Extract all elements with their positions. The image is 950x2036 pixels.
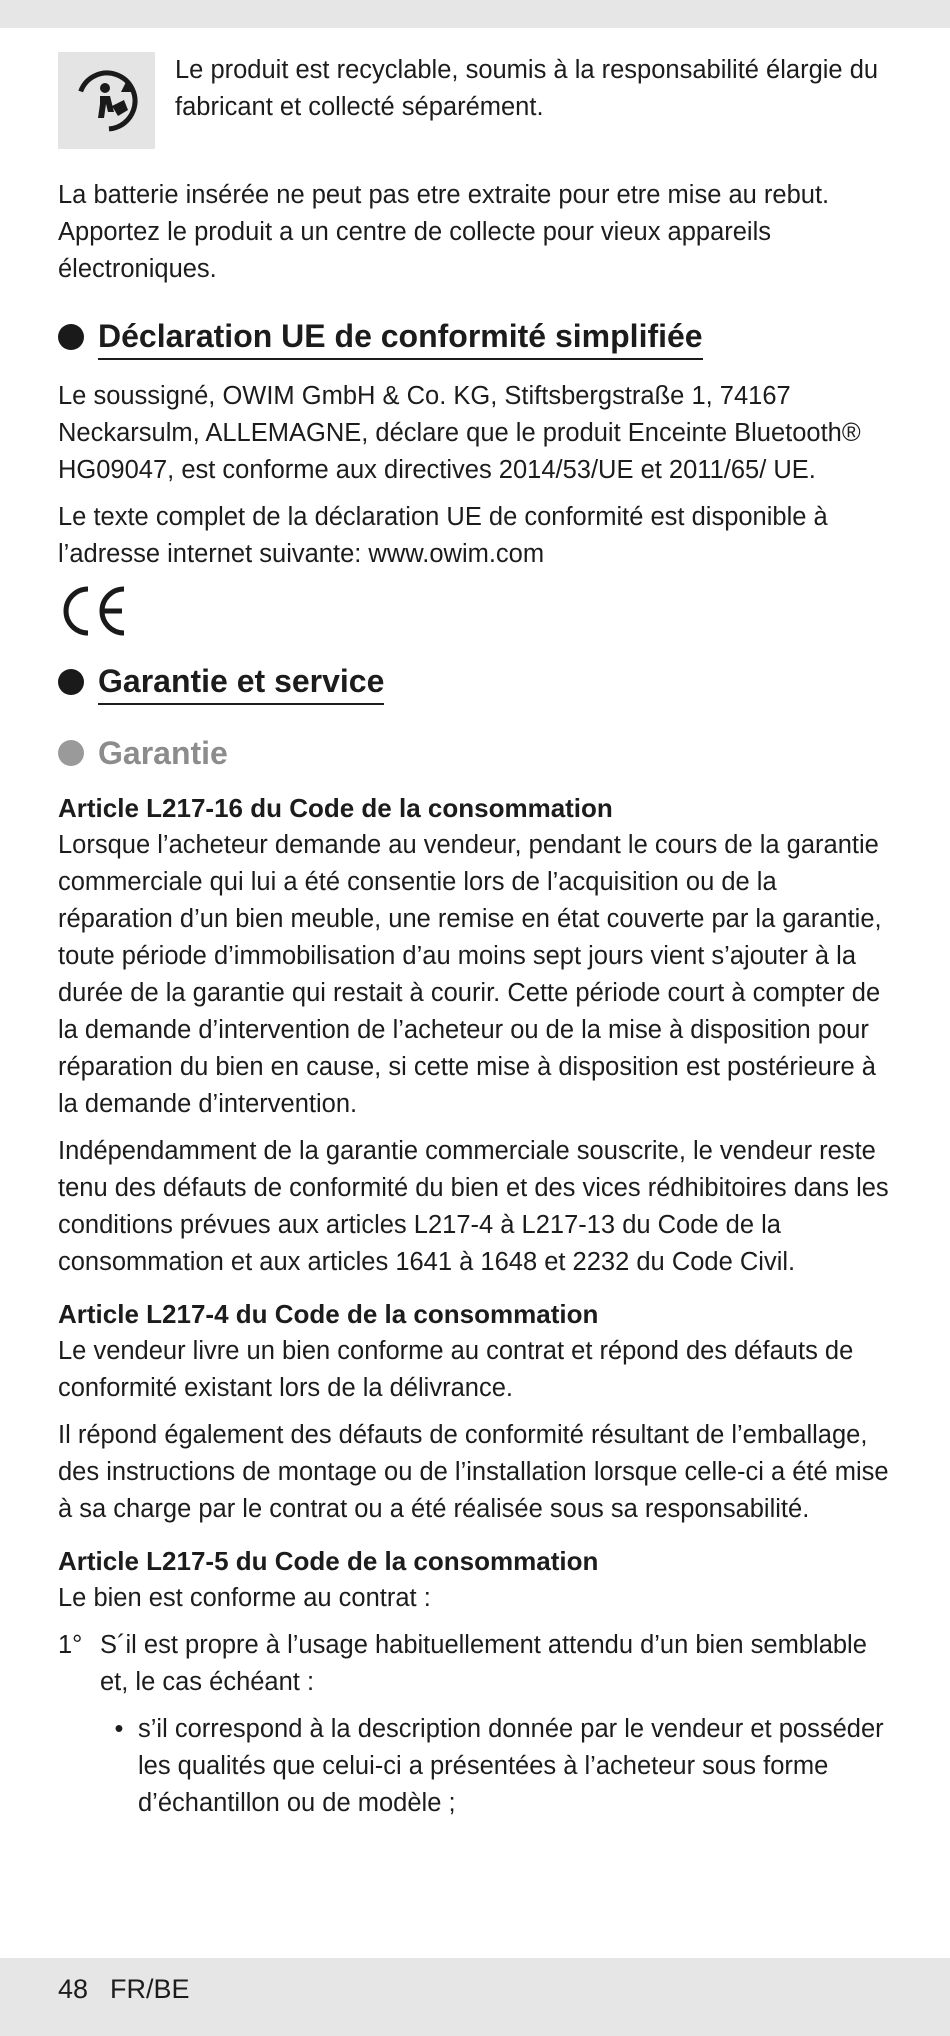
ce-mark-icon [58, 583, 898, 643]
article-heading: Article L217-5 du Code de la consommation [58, 1546, 599, 1576]
battery-notice: La batterie insérée ne peut pas etre extraite pour etre mise au rebut. Apportez le produit a un centre de collecte pour vieux appareils électroniques. [58, 181, 830, 283]
warranty-service-title: Garantie et service [98, 659, 384, 705]
page-footer [58, 1970, 190, 2008]
section-declaration [58, 314, 898, 360]
subsection-bullet-icon [58, 740, 84, 766]
list-item-text: S´il est propre à l’usage habituellement attendu d’un bien semblable et, le cas échéant : [100, 1631, 867, 1696]
recycling-triman-icon [58, 52, 155, 149]
bullet-icon: • [114, 1715, 124, 1743]
locale-code: FR/BE [110, 1974, 190, 2004]
recycle-notice [58, 52, 898, 149]
article-paragraph: Indépendamment de la garantie commerciale souscrite, le vendeur reste tenu des défauts de conformité du bien et des vices rédhibitoires dans les conditions prévues aux articles L217-4 à L217-13 du Code de la consommation et aux articles 1641 à 1648 et 2232 du Code Civil. [58, 1137, 889, 1276]
bullet-item-text: s’il correspond à la description donnée par le vendeur et posséder les qualités que celui-ci a présentées à l’acheteur sous forme d’échantillon ou de modèle ; [138, 1715, 884, 1817]
page-content [58, 52, 898, 1822]
subsection-warranty [58, 731, 898, 775]
section-bullet-icon [58, 324, 84, 350]
section-warranty-service [58, 659, 898, 705]
article-paragraph: Il répond également des défauts de conformité résultant de l’emballage, des instructions de montage ou de l’installation lorsque celle-ci a été mise à sa charge par le contrat ou a été réalisée sous sa responsabilité. [58, 1421, 889, 1523]
declaration-paragraph-1: Le soussigné, OWIM GmbH & Co. KG, Stiftsbergstraße 1, 74167 Neckarsulm, ALLEMAGNE, déclare que le produit Enceinte Bluetooth® HG09047, est conforme aux directives 2014/53/UE et 2011/65/ UE. [58, 382, 861, 484]
declaration-paragraph-2: Le texte complet de la déclaration UE de conformité est disponible à l’adresse internet suivante: www.owim.com [58, 503, 828, 568]
article-paragraph: Le bien est conforme au contrat : [58, 1584, 431, 1612]
bullet-list-item [100, 1711, 898, 1822]
page-number: 48 [58, 1974, 89, 2004]
recycle-text: Le produit est recyclable, soumis à la responsabilité élargie du fabricant et collecté séparément. [175, 56, 879, 121]
top-band [0, 0, 950, 28]
article-heading: Article L217-4 du Code de la consommation [58, 1299, 599, 1329]
article-heading: Article L217-16 du Code de la consommation [58, 793, 613, 823]
section-bullet-icon [58, 669, 84, 695]
declaration-title: Déclaration UE de conformité simplifiée [98, 314, 703, 360]
list-number: 1° [58, 1631, 83, 1659]
article-paragraph: Le vendeur livre un bien conforme au contrat et répond des défauts de conformité existant lors de la délivrance. [58, 1337, 854, 1402]
numbered-list-item [58, 1627, 898, 1701]
article-paragraph: Lorsque l’acheteur demande au vendeur, pendant le cours de la garantie commerciale qui lui a été consentie lors de l’acquisition ou de la réparation d’un bien meuble, une remise en état couverte par la garantie, toute période d’immobilisation d’au moins sept jours vient s’ajouter à la durée de la garantie qui restait à courir. Cette période court à compter de la demande d’intervention de l’acheteur ou de la mise à disposition pour réparation du bien en cause, si cette mise à disposition est postérieure à la demande d’intervention. [58, 831, 882, 1118]
warranty-subtitle: Garantie [98, 735, 228, 771]
